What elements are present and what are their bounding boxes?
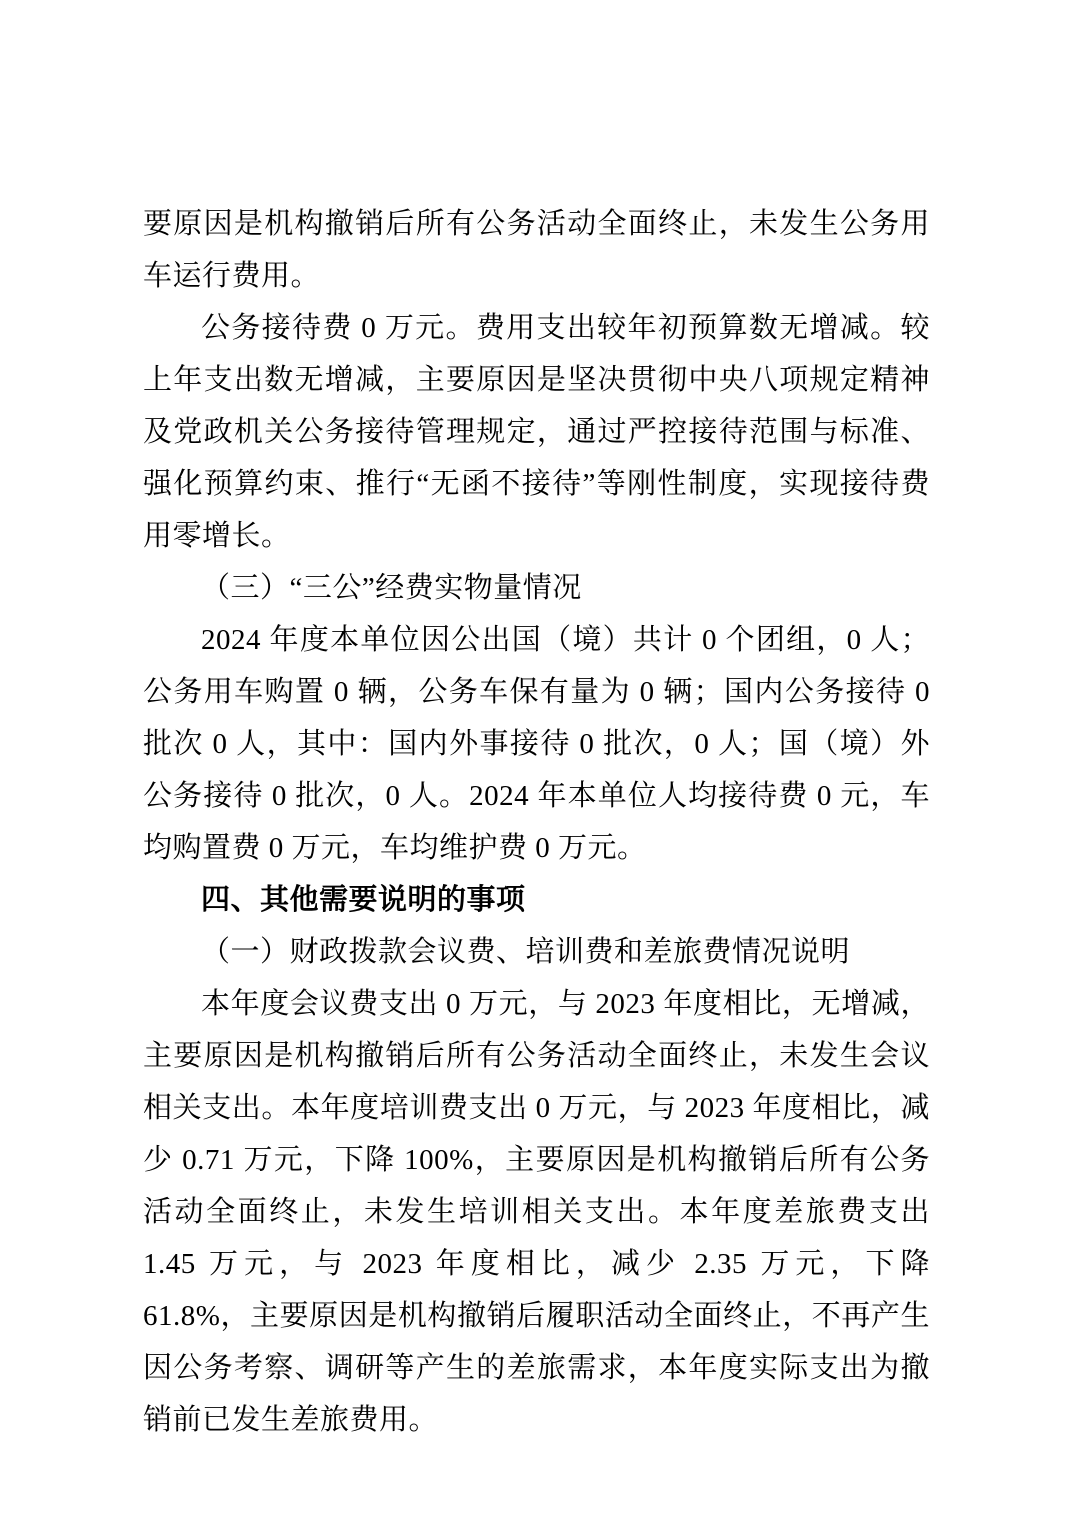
heading-section-4-other-matters: 四、其他需要说明的事项 xyxy=(201,884,526,916)
document-text-block xyxy=(143,198,930,1446)
paragraph-physical-quantity-details: 2024 年度本单位因公出国（境）共计 0 个团组，0 人；公务用车购置 0 辆，公务车保有量为 0 辆；国内公务接待 0 批次 0 人，其中：国内外事接待 0 批次，0 人；国（境）外公务接待 0 批次，0 人。2024 年本单位人均接待费 0 元，车均购置费 0 万元，车均维护费 0 万元。 xyxy=(143,624,930,864)
paragraph-vehicle-operation-cost-continuation: 要原因是机构撤销后所有公务活动全面终止，未发生公务用车运行费用。 xyxy=(143,208,930,292)
paragraph-official-reception-fee: 公务接待费 0 万元。费用支出较年初预算数无增减。较上年支出数无增减，主要原因是坚决贯彻中央八项规定精神及党政机关公务接待管理规定，通过严控接待范围与标准、强化预算约束、推行“无函不接待”等刚性制度，实现接待费用零增长。 xyxy=(143,312,930,552)
subheading-meeting-training-travel-fees: （一）财政拨款会议费、培训费和差旅费情况说明 xyxy=(201,936,851,968)
subheading-section-3-physical-quantity: （三）“三公”经费实物量情况 xyxy=(201,572,582,604)
paragraph-meeting-training-travel-details: 本年度会议费支出 0 万元，与 2023 年度相比，无增减，主要原因是机构撤销后所有公务活动全面终止，未发生会议相关支出。本年度培训费支出 0 万元，与 2023 年度相比，减少 0.71 万元，下降 100%，主要原因是机构撤销后所有公务活动全面终止，未发生培训相关支出。本年度差旅费支出 1.45 万元，与 2023 年度相比，减少 2.35 万元，下降 61.8%，主要原因是机构撤销后履职活动全面终止，不再产生因公务考察、调研等产生的差旅需求，本年度实际支出为撤销前已发生差旅费用。 xyxy=(143,988,930,1436)
